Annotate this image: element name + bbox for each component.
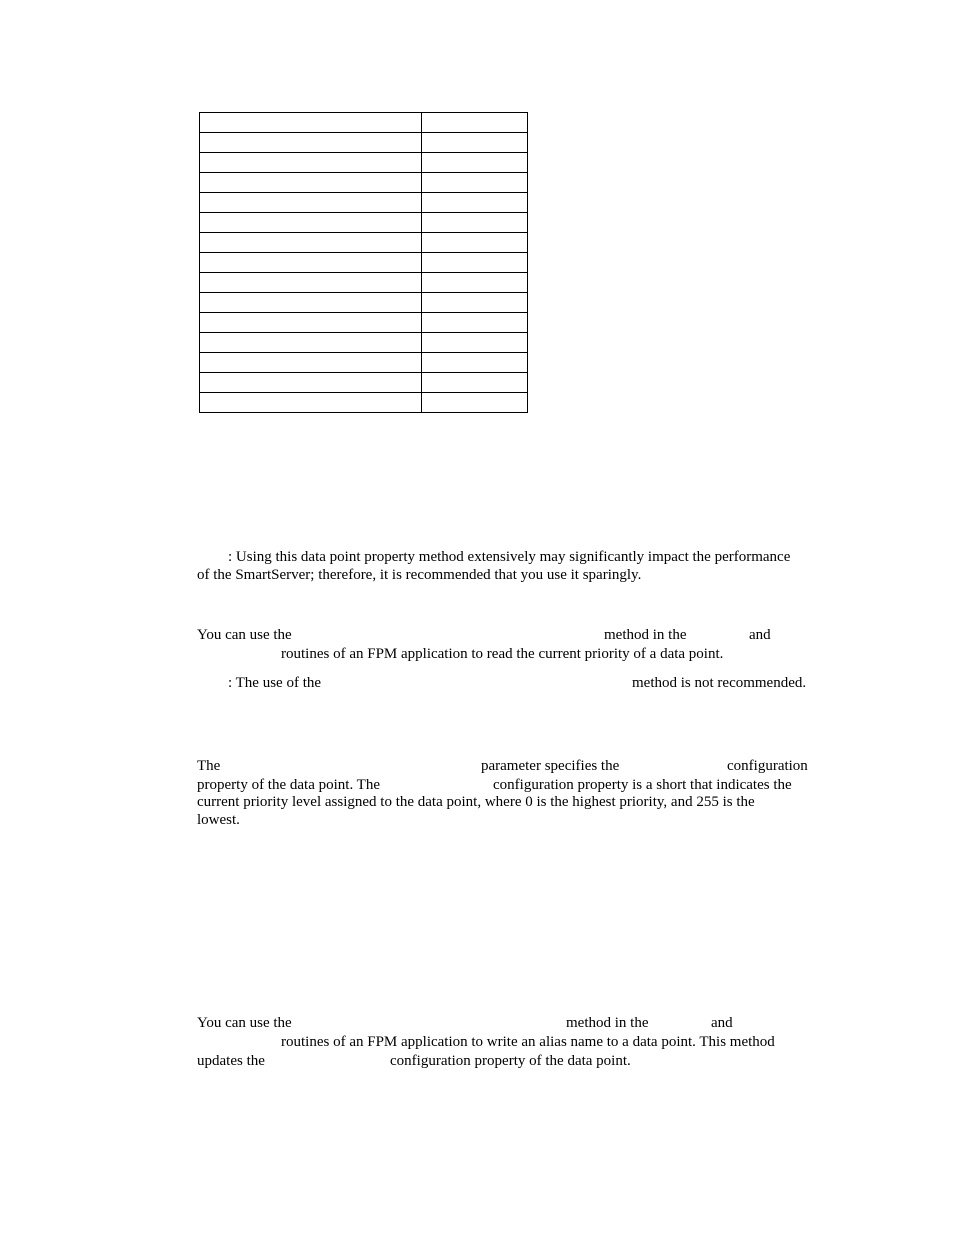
table-cell-name	[200, 253, 422, 273]
read-priority-line2: routines of an FPM application to read the current priority of a data point.	[281, 646, 724, 662]
table-cell-name	[200, 353, 422, 373]
table-cell-value	[422, 133, 528, 153]
priority-param-line1-end: configuration	[727, 758, 808, 774]
table-cell-name	[200, 153, 422, 173]
table-cell-value	[422, 273, 528, 293]
table-cell-name	[200, 293, 422, 313]
note-performance-line2: of the SmartServer; therefore, it is recommended that you use it sparingly.	[197, 567, 642, 583]
write-alias-line3-end: configuration property of the data point.	[390, 1053, 631, 1069]
table-cell-value	[422, 193, 528, 213]
property-table-body	[200, 113, 528, 413]
table-row	[200, 193, 528, 213]
table-cell-name	[200, 273, 422, 293]
table-row	[200, 393, 528, 413]
table-row	[200, 373, 528, 393]
table-row	[200, 333, 528, 353]
table-cell-name	[200, 333, 422, 353]
note-performance-line1: : Using this data point property method extensively may significantly impact the performance	[228, 549, 791, 565]
read-priority-line1-start: You can use the	[197, 627, 292, 643]
table-cell-name	[200, 213, 422, 233]
table-cell-value	[422, 353, 528, 373]
table-cell-value	[422, 333, 528, 353]
note-not-recommended-start: : The use of the	[228, 675, 322, 691]
table-cell-name	[200, 233, 422, 253]
table-cell-value	[422, 313, 528, 333]
write-alias-line1-mid: method in the	[566, 1015, 649, 1031]
read-priority-line1-end: and	[749, 627, 771, 643]
priority-param-line3: current priority level assigned to the data point, where 0 is the highest priority, and 255 is the	[197, 794, 755, 810]
table-row	[200, 173, 528, 193]
table-cell-name	[200, 113, 422, 133]
table-row	[200, 213, 528, 233]
table-cell-value	[422, 213, 528, 233]
table-row	[200, 233, 528, 253]
note-not-recommended-end: method is not recommended.	[632, 675, 807, 691]
table-row	[200, 253, 528, 273]
table-row	[200, 273, 528, 293]
table-cell-value	[422, 153, 528, 173]
write-alias-line3-start: updates the	[197, 1053, 265, 1069]
priority-param-line4: lowest.	[197, 812, 240, 828]
table-cell-value	[422, 173, 528, 193]
priority-param-line2-start: property of the data point. The	[197, 777, 381, 793]
priority-param-line2-end: configuration property is a short that indicates the	[493, 777, 792, 793]
property-table	[199, 112, 528, 413]
table-cell-value	[422, 393, 528, 413]
write-alias-line1-start: You can use the	[197, 1015, 292, 1031]
table-row	[200, 313, 528, 333]
table-cell-name	[200, 193, 422, 213]
table-cell-name	[200, 133, 422, 153]
table-cell-value	[422, 373, 528, 393]
table-row	[200, 353, 528, 373]
table-cell-value	[422, 113, 528, 133]
read-priority-line1-mid: method in the	[604, 627, 687, 643]
table-cell-name	[200, 313, 422, 333]
write-alias-line2: routines of an FPM application to write an alias name to a data point. This method	[281, 1034, 775, 1050]
priority-param-line1-mid: parameter specifies the	[481, 758, 620, 774]
table-row	[200, 293, 528, 313]
table-cell-value	[422, 293, 528, 313]
table-cell-name	[200, 393, 422, 413]
table-row	[200, 133, 528, 153]
table-row	[200, 153, 528, 173]
table-cell-value	[422, 253, 528, 273]
table-cell-name	[200, 173, 422, 193]
write-alias-line1-end: and	[711, 1015, 733, 1031]
table-cell-name	[200, 373, 422, 393]
priority-param-line1-start: The	[197, 758, 221, 774]
table-cell-value	[422, 233, 528, 253]
table-row	[200, 113, 528, 133]
